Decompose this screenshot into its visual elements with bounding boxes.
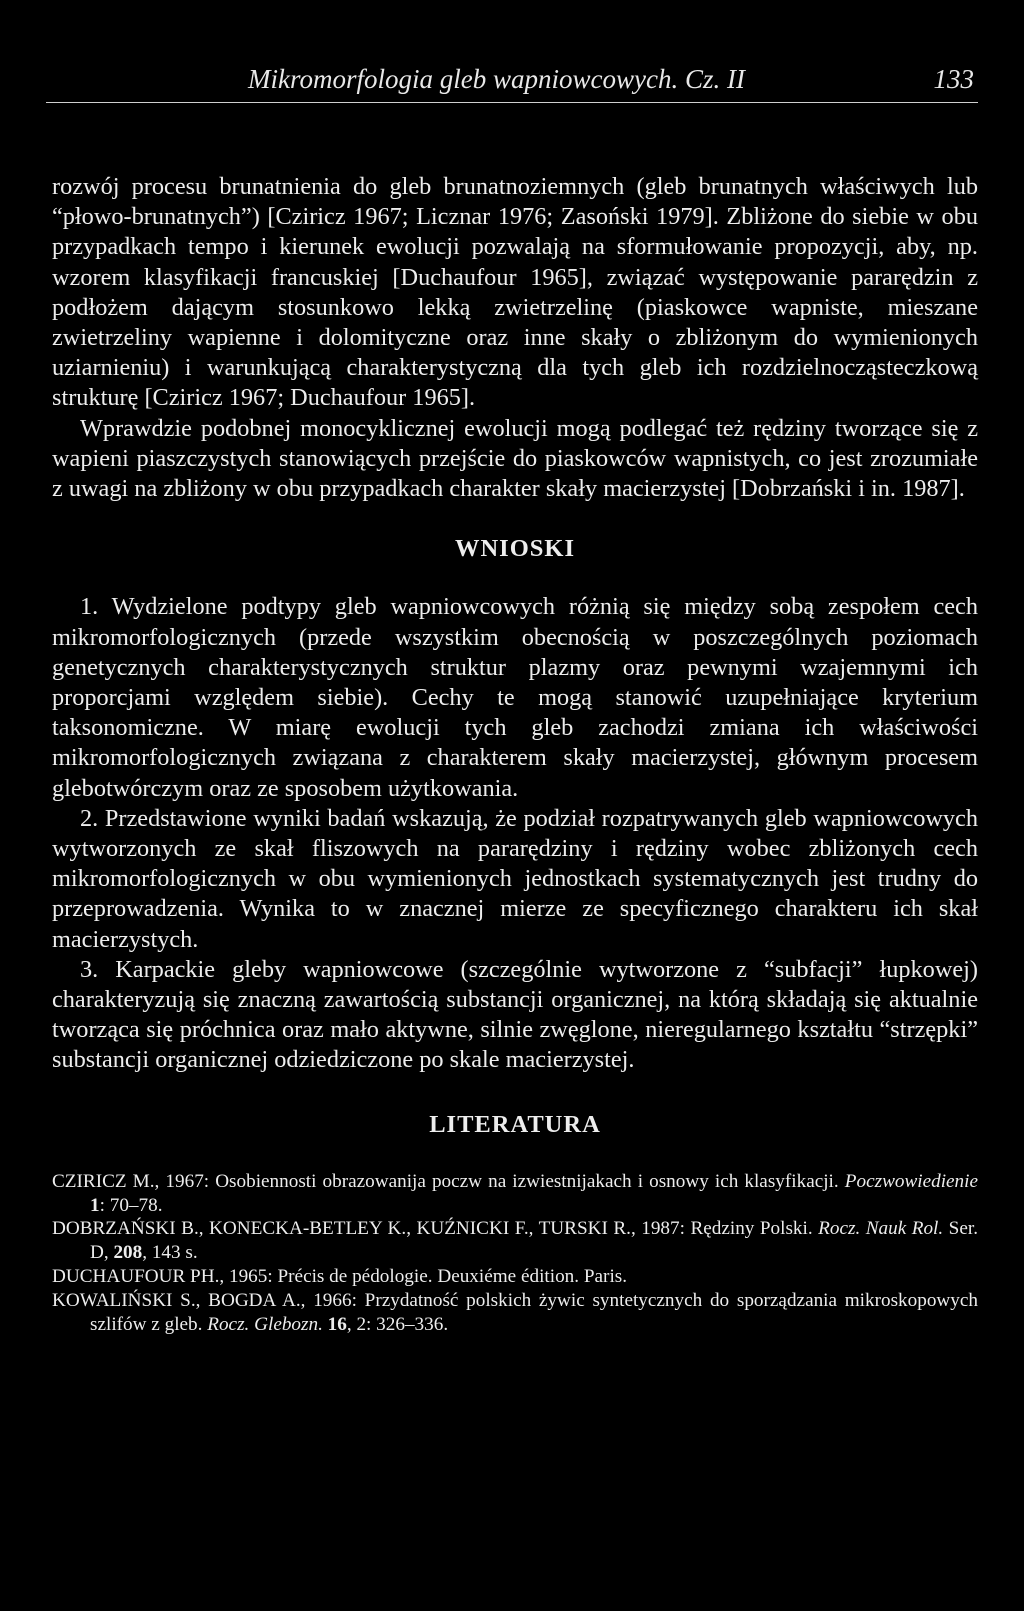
conclusion-item-1: 1. Wydzielone podtypy gleb wapniowcowych różnią się między sobą zespołem cech mikromorfologicznych (przede wszystkim obecnością w poszczególnych poziomach genetycznych charakterystycznych struktur plazmy oraz pewnymi wzajemnymi ich proporcjami względem siebie). Cechy te mogą stanowić uzupełniające kryterium taksonomiczne. W miarę ewolucji tych gleb zachodzi zmiana ich właściwości mikromorfologicznych związana z charakterem skały macierzystej, głównym procesem glebotwórczym oraz ze sposobem użytkowania. (52, 593, 978, 802)
page-number: 133 (933, 64, 974, 94)
ref-authors: KOWALIŃSKI S., BOGDA A. (52, 1289, 301, 1311)
reference-item (52, 1217, 978, 1265)
running-header (46, 62, 978, 103)
ref-journal: Rocz. Glebozn. (207, 1313, 323, 1335)
conclusion-item-2: 2. Przedstawione wyniki badań wskazują, że podział rozpatrywanych gleb wapniowcowych wytworzonych ze skał fliszowych na pararędziny i rędziny wobec zbliżonych cech mikromorfologicznych w obu wymienionych jednostkach systematycznych jest trudny do przeprowadzenia. Wynika to w znacznej mierze ze specyficznego charakteru ich skał macierzystych. (52, 804, 978, 953)
ref-volume: 16 (327, 1313, 347, 1335)
reference-item (52, 1265, 978, 1289)
ref-authors: DUCHAUFOUR PH. (52, 1266, 220, 1288)
ref-pages: , 143 s. (142, 1242, 198, 1264)
ref-pages: , 2: 326–336. (346, 1313, 449, 1335)
ref-details: , 1987: Rędziny Polski. (630, 1218, 819, 1240)
wnioski-heading: WNIOSKI (454, 535, 575, 563)
ref-authors: DOBRZAŃSKI B., KONECKA-BETLEY K., KUŹNICKI F., TURSKI R. (52, 1218, 631, 1240)
ref-authors: CZIRICZ M. (52, 1170, 155, 1192)
conclusion-item-3: 3. Karpackie gleby wapniowcowe (szczególnie wytworzone z “subfacji” łupkowej) charakteryzują się znaczną zawartością substancji organicznej, na którą składają się aktualnie tworząca się próchnica oraz mało aktywne, silnie zwęglone, nieregularnego kształtu “strzępki” substancji organicznej odziedziczone po skale macierzystej. (52, 955, 978, 1074)
paragraph: Wprawdzie podobnej monocyklicznej ewolucji mogą podlegać też rędziny tworzące się z wapieni piaszczystych stanowiących przejście do piaskowców wapnistych, co jest zrozumiałe z uwagi na zbliżony w obu przypadkach charakter skały macierzystej [Dobrzański i in. 1987]. (52, 414, 978, 503)
paragraph-continuation: rozwój procesu brunatnienia do gleb brunatnoziemnych (gleb brunatnych właściwych lub “płowo-brunatnych”) [Cziricz 1967; Licznar 1976; Zasoński 1979]. Zbliżone do siebie w obu przypadkach tempo i kierunek ewolucji pozwalają na sformułowanie propozycji, aby, np. wzorem klasyfikacji francuskiej [Duchaufour 1965], związać występowanie pararędzin z podłożem dającym stosunkowo lekką zwietrzelinę (piaskowce wapniste, mieszane zwietrzeliny wapienne i dolomityczne oraz inne skały o zbliżonym do wymienionych uziarnieniu) i warunkującą charakterystyczną dla tych gleb ich rozdzielnocząsteczkową strukturę [Cziricz 1967; Duchaufour 1965]. (52, 173, 978, 412)
ref-details: , 1967: Osobiennosti obrazowanija poczw na izwiestnijakach i osnowy ich klasyfikacji. (154, 1170, 845, 1192)
ref-details: , 1966: Przydatność polskich żywic syntetycznych do sporządzania mikroskopowych szlifów z gleb. (90, 1289, 978, 1335)
ref-pages: : 70–78. (99, 1194, 163, 1216)
ref-journal: Poczwowiedienie (844, 1170, 978, 1192)
ref-volume: 1 (90, 1194, 100, 1216)
reference-item (52, 1289, 978, 1337)
reference-item (52, 1170, 978, 1218)
ref-journal: Rocz. Nauk Rol. (818, 1218, 944, 1240)
running-title: Mikromorfologia gleb wapniowcowych. Cz. II (248, 64, 745, 94)
ref-details: , 1965: Précis de pédologie. Deuxiéme édition. Paris. (219, 1266, 628, 1288)
ref-series: Ser. D, (90, 1218, 978, 1264)
body-text (52, 172, 978, 1336)
literatura-heading: LITERATURA (429, 1110, 601, 1138)
ref-volume: 208 (113, 1242, 143, 1264)
reference-list (52, 1170, 978, 1337)
